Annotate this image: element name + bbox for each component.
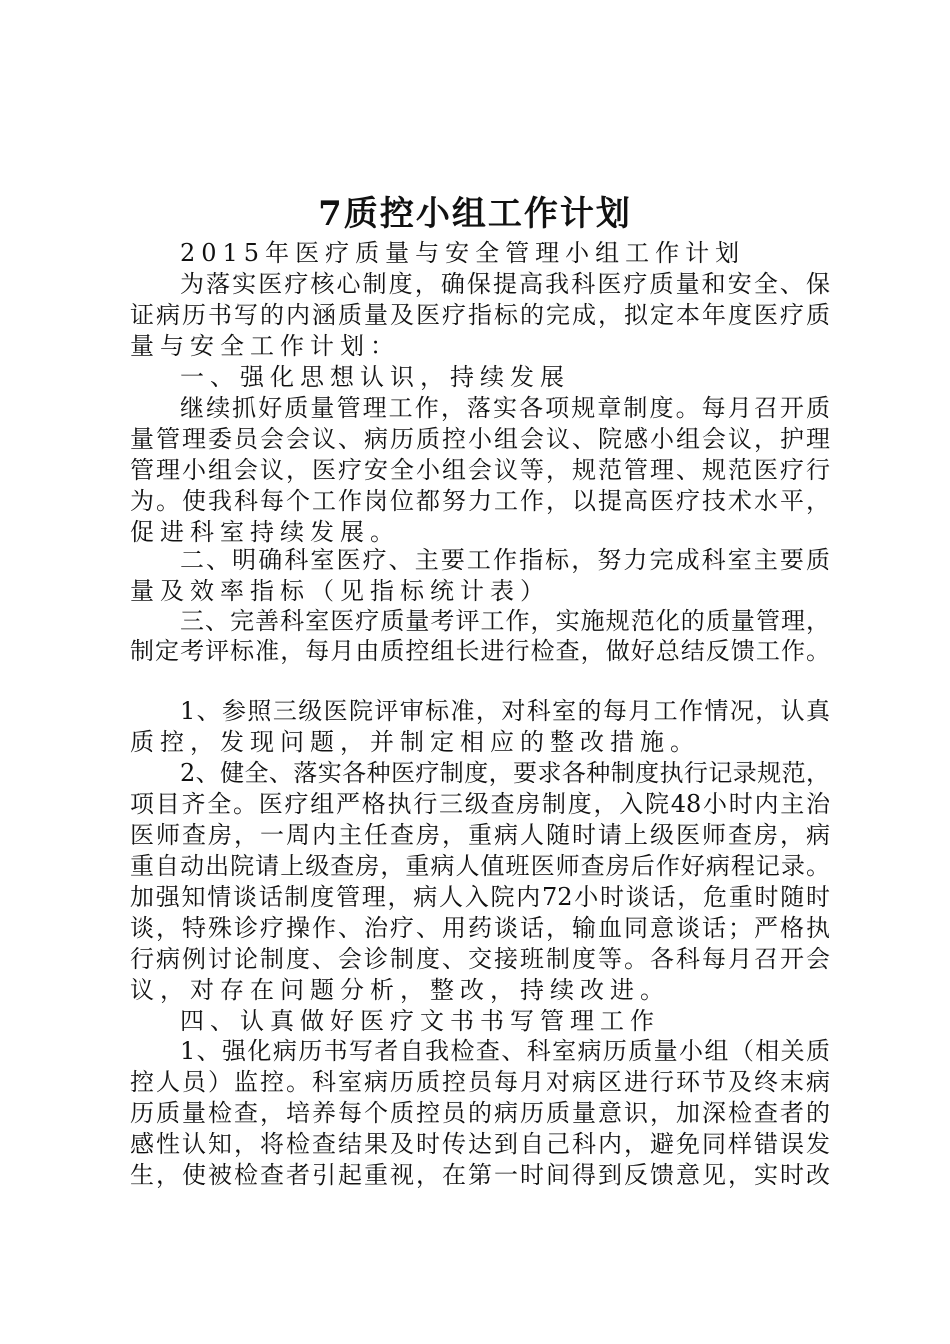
text-line: 谈，特殊诊疗操作、治疗、用药谈话，输血同意谈话；严格执 — [130, 914, 830, 942]
text-line: 1、参照三级医院评审标准，对科室的每月工作情况，认真 — [180, 697, 830, 725]
text-line: 重自动出院请上级查房，重病人值班医师查房后作好病程记录。 — [130, 852, 830, 880]
text-line: 质控，发现问题，并制定相应的整改措施。 — [130, 728, 700, 756]
text-line: 促进科室持续发展。 — [130, 518, 400, 546]
text-line: 感性认知，将检查结果及时传达到自己科内，避免同样错误发 — [130, 1130, 830, 1158]
text-line: 加强知情谈话制度管理，病人入院内72小时谈话，危重时随时 — [130, 883, 830, 911]
text-line: 一、强化思想认识，持续发展 — [180, 363, 570, 391]
text-line: 四、认真做好医疗文书书写管理工作 — [180, 1007, 660, 1035]
text-line: 三、完善科室医疗质量考评工作，实施规范化的质量管理， — [180, 607, 830, 635]
text-line: 历质量检查，培养每个质控员的病历质量意识，加深检查者的 — [130, 1099, 830, 1127]
text-line: 量及效率指标（见指标统计表） — [130, 577, 550, 605]
text-line: 量与安全工作计划： — [130, 332, 400, 360]
text-line: 为。使我科每个工作岗位都努力工作，以提高医疗技术水平， — [130, 487, 830, 515]
text-line: 控人员）监控。科室病历质控员每月对病区进行环节及终末病 — [130, 1068, 830, 1096]
text-line — [130, 667, 830, 698]
text-line: 2015年医疗质量与安全管理小组工作计划 — [180, 239, 746, 267]
text-line: 为落实医疗核心制度，确保提高我科医疗质量和安全、保 — [180, 270, 830, 298]
text-line: 1、强化病历书写者自我检查、科室病历质量小组（相关质 — [180, 1037, 830, 1065]
text-line: 项目齐全。医疗组严格执行三级查房制度，入院48小时内主治 — [130, 790, 830, 818]
text-line: 行病例讨论制度、会诊制度、交接班制度等。各科每月召开会 — [130, 945, 830, 973]
text-line: 生，使被检查者引起重视，在第一时间得到反馈意见，实时改 — [130, 1161, 830, 1189]
text-line: 议，对存在问题分析，整改，持续改进。 — [130, 976, 670, 1004]
text-line: 2、健全、落实各种医疗制度，要求各种制度执行记录规范， — [180, 759, 830, 787]
text-line: 量管理委员会会议、病历质控小组会议、院感小组会议，护理 — [130, 425, 830, 453]
text-line: 二、明确科室医疗、主要工作指标，努力完成科室主要质 — [180, 546, 830, 574]
text-line: 证病历书写的内涵质量及医疗指标的完成，拟定本年度医疗质 — [130, 301, 830, 329]
text-line: 管理小组会议，医疗安全小组会议等，规范管理、规范医疗行 — [130, 456, 830, 484]
document-title: 7质控小组工作计划 — [318, 194, 632, 234]
text-line: 医师查房，一周内主任查房，重病人随时请上级医师查房，病 — [130, 821, 830, 849]
text-line: 继续抓好质量管理工作，落实各项规章制度。每月召开质 — [180, 394, 830, 422]
text-line: 制定考评标准，每月由质控组长进行检查，做好总结反馈工作。 — [130, 637, 830, 665]
